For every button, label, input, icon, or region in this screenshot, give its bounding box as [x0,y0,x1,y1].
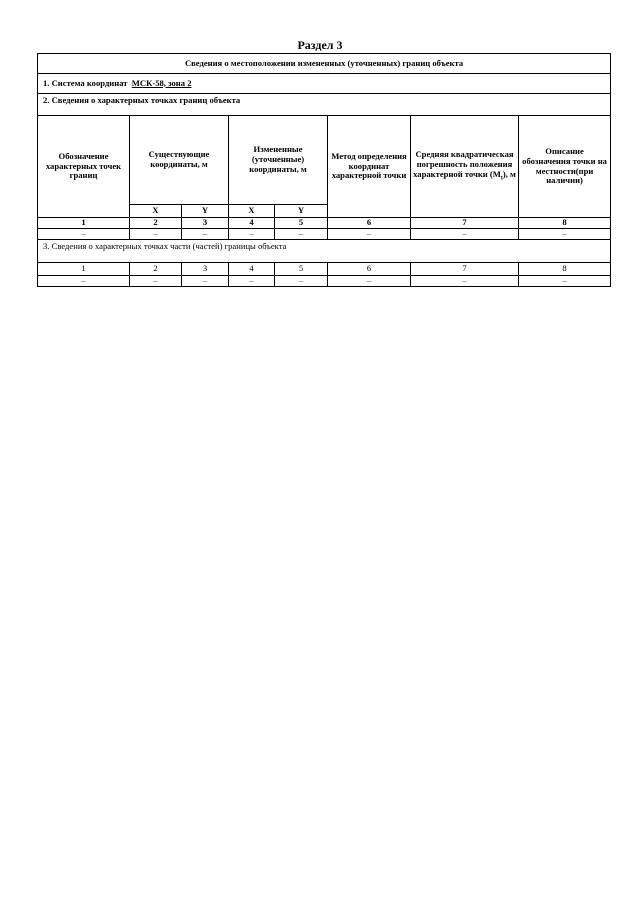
header-row [38,116,611,205]
parts-column-numbers-row [38,263,611,276]
coord-system-value: МСК-58, зона 2 [131,77,192,88]
colnum-8: 8 [519,218,611,229]
parts-colnum-6: 6 [328,263,411,276]
colnum-6: 6 [328,218,411,229]
subheader-existing-y: Y [182,205,229,218]
cell: – [38,229,130,240]
colnum-7: 7 [411,218,519,229]
header-point-designation: Обозначение характерных точек границ [38,116,130,218]
parts-colnum-1: 1 [38,263,130,276]
colnum-5: 5 [275,218,328,229]
colnum-2: 2 [130,218,182,229]
parts-colnum-5: 5 [275,263,328,276]
boundary-table [37,53,611,287]
cell: – [519,229,611,240]
header-description: Описание обозначения точки на местности(при наличии) [519,116,611,218]
table-title: Сведения о местоположении измененных (уточненных) границ объекта [38,54,611,74]
colnum-4: 4 [229,218,275,229]
parts-colnum-3: 3 [182,263,229,276]
column-numbers-row [38,218,611,229]
section-title: Раздел 3 [297,38,343,52]
header-existing-coords: Существующие координаты, м [130,116,229,205]
cell: – [130,276,182,287]
cell: – [182,276,229,287]
parts-colnum-8: 8 [519,263,611,276]
coord-system-row [38,74,611,94]
subheader-existing-x: X [130,205,182,218]
cell: – [229,229,275,240]
cell: – [519,276,611,287]
header-changed-coords: Измененные (уточненные) координаты, м [229,116,328,205]
parts-section-title: 3. Сведения о характерных точках части (частей) границы объекта [38,240,611,263]
points-section-row [38,94,611,116]
cell: – [411,229,519,240]
cell: – [411,276,519,287]
cell: – [130,229,182,240]
parts-colnum-7: 7 [411,263,519,276]
cell: – [229,276,275,287]
points-section-title: 2. Сведения о характерных точках границ объекта [38,94,611,116]
subheader-changed-x: X [229,205,275,218]
cell: – [275,276,328,287]
cell: – [275,229,328,240]
cell: – [328,276,411,287]
subheader-changed-y: Y [275,205,328,218]
parts-section-row [38,240,611,263]
table-row [38,229,611,240]
parts-colnum-2: 2 [130,263,182,276]
cell: – [328,229,411,240]
cell: – [182,229,229,240]
colnum-3: 3 [182,218,229,229]
table-title-row [38,54,611,74]
table-row [38,276,611,287]
parts-colnum-4: 4 [229,263,275,276]
coord-system-label: 1. Система координат [43,77,128,88]
cell: – [38,276,130,287]
header-method: Метод определения координат характерной точки [328,116,411,218]
header-error: Средняя квадратическая погрешность положения характерной точки $(M_t)$, м [411,116,519,218]
colnum-1: 1 [38,218,130,229]
